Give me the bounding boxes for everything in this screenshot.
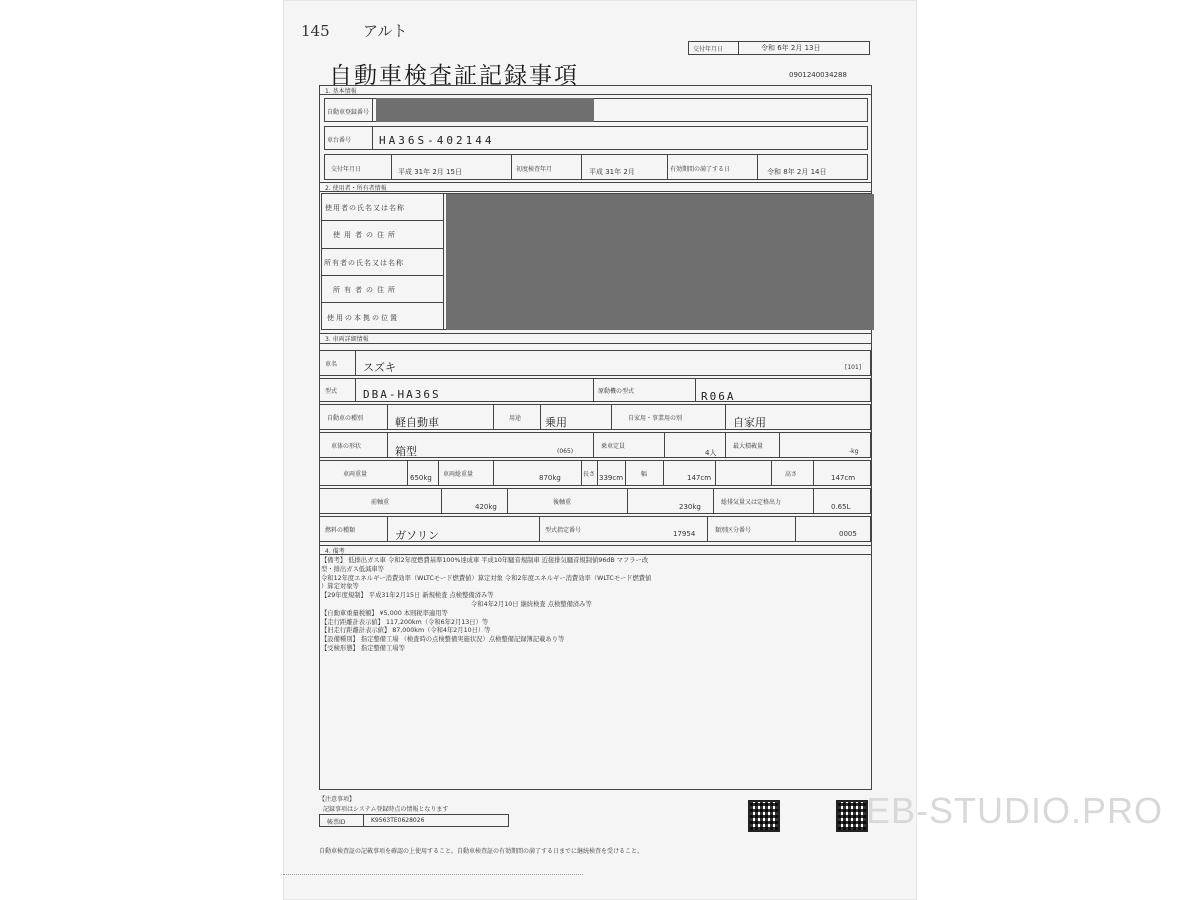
weight-value: 650kg xyxy=(410,474,432,482)
issue-date-value: 令和 6年 2月 13日 xyxy=(761,44,821,52)
remarks-line: ）算定対象等 xyxy=(321,583,359,591)
height-label: 高さ xyxy=(785,471,798,478)
engine-value: R06A xyxy=(701,390,736,403)
class-label: 類別区分番号 xyxy=(715,527,752,534)
form-id-value: K9563TE0628026 xyxy=(371,817,425,824)
notes-line: 記録事項はシステム登録時点の情報となります xyxy=(323,806,449,813)
capacity-label: 乗車定員 xyxy=(601,443,626,450)
weight-label: 車両重量 xyxy=(343,471,368,478)
width-value: 147cm xyxy=(687,474,712,482)
issue-date-label: 交付年月日 xyxy=(693,46,724,53)
reg-no-redacted xyxy=(376,98,594,122)
owner-row-1: 使用者の氏名又は名称 xyxy=(325,204,405,212)
owner-redacted xyxy=(446,194,874,330)
owner-row-3: 所有者の氏名又は名称 xyxy=(324,259,404,267)
remarks-line: 【自動車重量税額】 ¥5,000 本則税率適用等 xyxy=(321,609,448,617)
section3-heading: 3. 車両詳細情報 xyxy=(325,336,369,343)
designation-label: 型式指定番号 xyxy=(545,527,582,534)
length-label: 長さ xyxy=(583,471,596,478)
document-paper xyxy=(283,0,917,900)
max-load-value: -kg xyxy=(849,448,859,455)
section2-heading: 2. 使用者・所有者情報 xyxy=(325,185,387,192)
fuel-value: ガソリン xyxy=(395,529,439,542)
height-value: 147cm xyxy=(831,474,856,482)
form-id-label: 帳票ID xyxy=(327,819,346,826)
chassis-value: HA36S-402144 xyxy=(379,134,495,147)
displacement-value: 0.65L xyxy=(831,503,851,511)
maker-label: 車名 xyxy=(325,361,338,368)
section1-heading: 1. 基本情報 xyxy=(325,88,357,95)
reg-date-value: 平成 31年 2月 15日 xyxy=(398,168,462,176)
notes-heading: 【注意事項】 xyxy=(319,796,356,803)
remarks-line: 令和4年2月10日 継続検査 点検整備済み等 xyxy=(471,600,592,608)
model-value: DBA-HA36S xyxy=(363,388,441,401)
body-label: 車体の形状 xyxy=(331,443,362,450)
section4-heading: 4. 備考 xyxy=(325,548,345,555)
class-value: 0005 xyxy=(839,530,857,538)
gross-label: 車両総重量 xyxy=(443,471,474,478)
remarks-line: 【29年度規制】 平成31年2月15日 新規検査 点検整備済み等 xyxy=(321,592,494,600)
body-code: (065) xyxy=(557,448,574,455)
designation-value: 17954 xyxy=(673,530,696,538)
remarks-line: 【備考】 低排出ガス車 令和2年度燃費基準100%達成車 平成10年騒音規制車 近接排気騒音規制値96dB マフラー改 xyxy=(321,557,649,564)
document-title: 自動車検査証記録事項 xyxy=(329,63,579,89)
remarks-line: 【設備種別】 指定整備工場 （検査時の点検整備実施状況）点検整備記録簿記載あり等 xyxy=(321,636,565,644)
fuel-label: 燃料の種類 xyxy=(325,527,356,534)
kind-value: 軽自動車 xyxy=(395,416,439,429)
watermark: EB-STUDIO.PRO xyxy=(866,790,1164,831)
purpose-value: 自家用 xyxy=(733,416,766,429)
body-value: 箱型 xyxy=(395,445,417,458)
reg-no-label: 自動車登録番号 xyxy=(327,109,370,116)
rear-axle-label: 後軸重 xyxy=(553,499,572,506)
width-label: 幅 xyxy=(641,471,648,478)
handwritten-number: 145 xyxy=(301,22,330,40)
max-load-label: 最大積載量 xyxy=(733,443,764,450)
engine-label: 原動機の型式 xyxy=(598,388,635,395)
chassis-label: 車台番号 xyxy=(327,137,352,144)
remarks-line: 【走行距離計表示値】 117,200km（令和6年2月13日）等 xyxy=(321,618,489,626)
maker-row xyxy=(319,350,871,376)
first-reg-label: 初度検査年月 xyxy=(516,166,553,173)
displacement-label: 総排気量又は定格出力 xyxy=(721,499,782,506)
expiry-value: 令和 8年 2月 14日 xyxy=(767,168,827,176)
axle-row xyxy=(319,488,871,514)
remarks-line: 型・排出ガス低減車等 xyxy=(321,565,384,573)
document-number: 0901240034288 xyxy=(789,71,847,79)
front-axle-label: 前軸重 xyxy=(371,499,390,506)
rear-axle-value: 230kg xyxy=(679,503,701,511)
kind-label: 自動車の種別 xyxy=(327,415,364,422)
handwritten-model: アルト xyxy=(363,22,408,40)
purpose-label: 自家用・事業用の別 xyxy=(628,415,683,422)
capacity-value: 4人 xyxy=(705,449,717,457)
maker-value: スズキ xyxy=(363,361,396,374)
qr-code-icon xyxy=(836,800,868,832)
use-value: 乗用 xyxy=(545,416,567,429)
remarks-line: 令和12年度エネルギー消費効率（WLTCモード燃費値）算定対象 令和2年度エネルギー消費効率（WLTCモード燃費値 xyxy=(321,574,652,582)
remarks-line: 【旧走行距離計表示値】 87,000km（令和4年2月10日）等 xyxy=(321,627,491,635)
reg-date-label: 交付年月日 xyxy=(331,166,362,173)
qr-code-icon xyxy=(748,800,780,832)
owner-row-5: 使用の本拠の位置 xyxy=(327,314,399,322)
owner-row-4: 所有者の住所 xyxy=(333,286,399,294)
bottom-instruction: 自動車検査証の記載事項を確認の上使用すること。自動車検査証の有効期間の満了する日までに継続検査を受けること。 xyxy=(319,848,644,855)
remarks-line: 【受検形態】 指定整備工場等 xyxy=(321,644,405,652)
first-reg-value: 平成 31年 2月 xyxy=(589,168,635,176)
expiry-label: 有効期間の満了する日 xyxy=(670,166,731,173)
remarks-block xyxy=(321,557,869,654)
length-value: 339cm xyxy=(599,474,624,482)
owner-row-2: 使用者の住所 xyxy=(333,231,399,239)
gross-value: 870kg xyxy=(539,474,561,482)
front-axle-value: 420kg xyxy=(475,503,497,511)
model-label: 型式 xyxy=(325,388,338,395)
use-label: 用途 xyxy=(509,415,522,422)
maker-code: [101] xyxy=(845,364,862,371)
